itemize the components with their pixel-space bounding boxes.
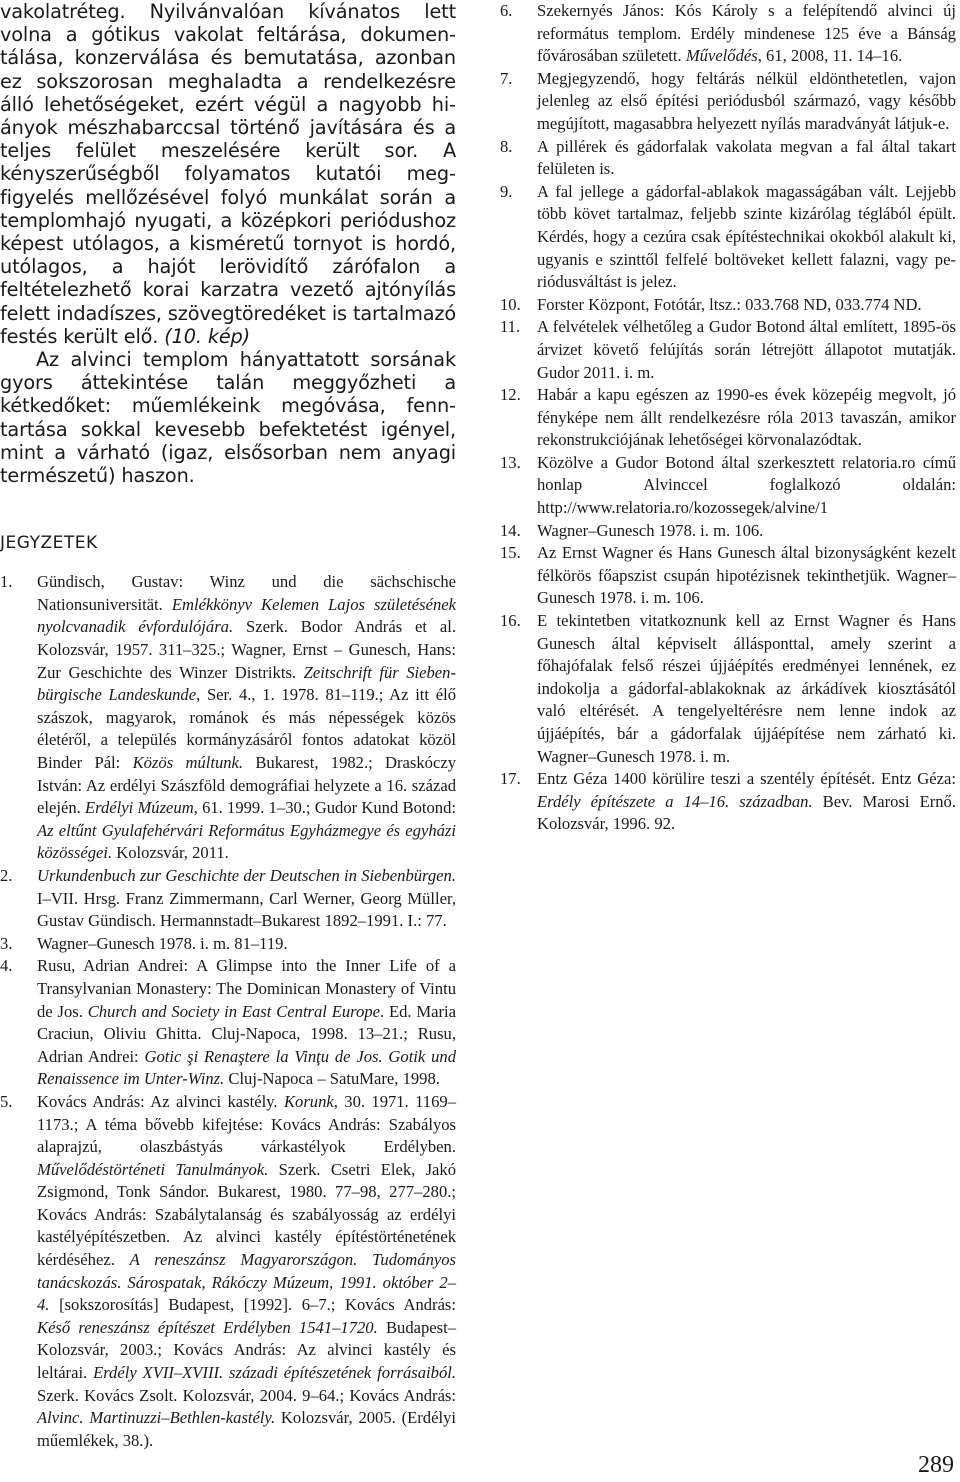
page-number: 289 <box>918 1452 954 1478</box>
note-6 <box>500 0 956 68</box>
note-number: 9. <box>500 181 513 201</box>
note-text: Szekernyés János: Kós Károly s a felépítendő alvinci új református templom. Erdély mindenese 125 éve a Bánság fővárosában született. <box>537 1 956 66</box>
note-title: Erdélyi Múzeum <box>85 798 194 818</box>
note-number: 5. <box>0 1091 13 1111</box>
note-9 <box>500 181 956 294</box>
note-text: A fal jellege a gádorfal-ablakok magasságában vált. Lejjebb több követ tartalmaz, feljebb szinte kizárólag téglából épült. Kérdés, hogy a cezúra csak építéstechnikai okokból alakult ki, ugyanis e szinttől felfelé boltöveket kellett falazni, vagy periódusváltást is jelez. <box>537 181 956 292</box>
note-text: Wagner–Gunesch 1978. i. m. 106. <box>537 520 764 540</box>
note-text: Az Ernst Wagner és Hans Gunesch által bizonyságként kezelt félkörös főapszist csupán hipotézisnek tekinthetjük. Wagner–Gunesch 1978. i. m. 106. <box>537 543 956 608</box>
note-number: 3. <box>0 933 13 953</box>
note-1 <box>0 571 456 865</box>
note-7 <box>500 68 956 136</box>
note-number: 2. <box>0 865 13 885</box>
note-3 <box>0 933 456 956</box>
note-number: 11. <box>500 317 521 337</box>
note-text: Cluj-Napoca – SatuMare, 1998. <box>224 1069 440 1089</box>
note-number: 12. <box>500 385 521 405</box>
note-text: I–VII. Hrsg. Franz Zimmermann, Carl Werner, Georg Müller, Gustav Gündisch. Hermannstadt–Bukarest 1892–1991. I.: 77. <box>37 888 456 931</box>
note-14 <box>500 520 956 543</box>
note-16 <box>500 610 956 768</box>
note-text: Szerk. Kovács Zsolt. Kolozsvár, 2004. 9–64.; Kovács András: <box>37 1385 456 1405</box>
note-8 <box>500 136 956 181</box>
note-number: 13. <box>500 452 521 472</box>
note-number: 16. <box>500 611 521 631</box>
note-15 <box>500 542 956 610</box>
paragraph-1-text: vakolatréteg. Nyilvánvalóan kívánatos lett volna a gótikus vakolat feltárása, dokumentálása, konzerválása és bemutatása, azonban ez sokszorosan meghaladta a rendelkezésre álló lehetőségeket, ezért végül a nagyobb hiányok mészhabarccsal történő javítására és a teljes felület meszelésére került sor. <box>0 0 456 163</box>
note-title: Korunk <box>283 1091 334 1111</box>
note-13 <box>500 452 956 520</box>
note-2 <box>0 865 456 933</box>
note-number: 4. <box>0 956 13 976</box>
note-number: 17. <box>500 769 521 789</box>
note-text: Entz Géza 1400 körülire teszi a szentély építését. Entz Géza: <box>537 769 956 789</box>
note-text: , 30. 1971. 1169–1173.; A téma bővebb kifejtése: Kovács András: Szabályos alaprajzú, olaszbástyás várkastélyok Erdélyben. <box>37 1091 456 1157</box>
note-text: , 61, 2008, 11. 14–16. <box>757 46 903 66</box>
note-title: Közös múltunk. <box>132 753 244 773</box>
note-12 <box>500 384 956 452</box>
note-text: E tekintetben vitatkoznunk kell az Ernst Wagner és Hans Gunesch által képviselt állásponttal, amely szerint a főhajófalak felső részei újjáépítés eredményei lennének, ez indokolja a gádorfal-ablakoknak az árkádívek kiosztásától való eltérését. A tengelyeltérésre nem lenne indok az újjáépítés, bár a gádorfalak újjáépítése nem zárható ki. Wagner–Gunesch 1978. i. m. <box>537 611 956 766</box>
note-4 <box>0 955 456 1091</box>
note-title: Emlékkönyv Kelemen Lajos születésének nyolcvanadik évfordulójára. <box>37 594 456 637</box>
paragraph-2-text: A kényszerűségből folyamatos kutatói megfigyelés mellőzésével folyó munkálat során a templomhajó nyugati, a középkori periódushoz képest utólagos, a kisméretű tornyot is hordó, utólagos, a hajót lerövidítő zárófalon a feltételezhető korai karzatra vezető ajtónyílás felett indadíszes, szövegtöredéket is tartalmazó festés került elő. <box>0 139 456 348</box>
note-text: [sokszorosítás] Budapest, [1992]. 6–7.; Kovács András: <box>49 1295 456 1315</box>
note-text: Közölve a Gudor Botond által szerkesztett relatoria.ro című honlap Alvinccel foglalkozó oldalán: http://www.relatoria.ro/kozossegek/alvine/1 <box>537 452 956 518</box>
note-number: 6. <box>500 1 513 20</box>
right-column <box>500 0 956 836</box>
note-text: Forster Központ, Fotótár, ltsz.: 033.768 ND, 033.774 ND. <box>537 294 922 314</box>
note-11 <box>500 316 956 384</box>
notes-list-right <box>500 0 956 836</box>
note-text: Megjegyzendő, hogy feltárás nélkül eldönthetetlen, vajon jelenleg az első építési periódusból származó, vagy később megújított, magasabbra helyezett nyílás maradványát látjuk-e. <box>537 68 956 133</box>
note-title: Alvinc. Martinuzzi–Bethlen-kastély. <box>37 1408 276 1428</box>
note-text: Bev. Marosi Ernő. Kolozsvár, 1996. 92. <box>537 791 956 834</box>
note-text: Szerk. Bodor András et al. Kolozsvár, 1957. 311–325.; Wagner, Ernst – Gunesch, Hans: Zur Geschichte des Winzer Distrikts. <box>37 617 456 682</box>
figure-reference: (10. kép) <box>164 324 251 348</box>
note-17 <box>500 768 956 836</box>
note-title: Erdély építészete a 14–16. században. <box>537 791 813 811</box>
note-title: Művelődés <box>685 46 758 66</box>
note-number: 8. <box>500 136 513 156</box>
note-title: Erdély XVII–XVIII. századi építészetének forrásaiból. <box>93 1363 456 1383</box>
note-text: Rusu, Adrian Andrei: A Glimpse into the Inner Life of a Transylvanian Monastery: The Dominican Monastery of Vintu de Jos. <box>37 956 456 1021</box>
note-text: , 61. 1999. 1–30.; Gudor Kund Botond: <box>193 798 456 818</box>
note-title: Church and Society in East Central Europe <box>87 1001 380 1021</box>
note-text: A pillérek és gádorfalak vakolata megvan a fal által takart felületen is. <box>537 136 956 179</box>
note-text: Budapest–Kolozsvár, 2003.; Kovács András: Az alvinci kastély és leltárai. <box>37 1317 457 1383</box>
note-text: Kolozsvár, 2005. (Erdélyi műemlékek, 38.). <box>37 1408 456 1450</box>
note-text: Bukarest, 1982.; Draskóczy István: Az erdélyi Szászföld demográfiai helyzete a 16. század elején. <box>37 753 456 818</box>
note-text: . Ed. Maria Craciun, Oliviu Ghitta. Cluj-Napoca, 1998. 13–21.; Rusu, Adrian Andrei: <box>37 1001 456 1066</box>
note-text: Habár a kapu egészen az 1990-es évek közepéig megvolt, jó fényképe nem állt rendelkezésre róla 2013 tavaszán, amikor rekonstrukciójának lehetőségei körvonalazódtak. <box>537 385 956 450</box>
note-title: A reneszánsz Magyarországon. Tudományos tanácskozás. <box>37 1250 457 1292</box>
note-number: 10. <box>500 294 521 314</box>
note-text: Kovács András: Az alvinci kastély. <box>37 1091 284 1111</box>
note-title: Zeitschrift für Siebenbürgische Landeskunde <box>37 662 456 705</box>
note-text: Gündisch, Gustav: Winz und die sächschische Nationsuniversität. <box>37 572 456 614</box>
note-title: Urkundenbuch zur Geschichte der Deutschen in Siebenbürgen. <box>37 865 456 885</box>
paragraph-3: Az alvinci templom hányattatott sorsának gyors áttekintése talán meggyőzheti a kétkedőket: műemlékeink megóvása, fenntartása sokkal kevesebb befektetést igényel, mint a várható (igaz, elsősorban nem anyagi természetű) haszon. <box>0 348 456 488</box>
note-number: 7. <box>500 68 513 88</box>
note-text: Wagner–Gunesch 1978. i. m. 81–119. <box>37 933 288 953</box>
note-text: Kolozsvár, 2011. <box>112 843 229 863</box>
main-text <box>0 0 456 487</box>
notes-heading: JEGYZETEK <box>0 533 98 554</box>
note-title: Művelődéstörténeti Tanulmányok. <box>37 1159 269 1179</box>
note-number: 14. <box>500 520 521 540</box>
notes-list-left <box>0 571 456 1452</box>
note-text: Szerk. Csetri Elek, Jakó Zsigmond, Tonk Sándor. Bukarest, 1980. 77–98, 277–280.; Kovács András: Szabálytalanság és szabályosság az erdélyi kastélyépítészetben. Az alvinci kastély építéstörténetének kérdéséhez. <box>37 1159 456 1270</box>
note-text: A felvételek vélhetőleg a Gudor Botond által említett, 1895-ös árvizet követő felújítás során létrejött állapotot mutatják. Gudor 2011. i. m. <box>537 317 956 382</box>
note-number: 1. <box>0 572 13 592</box>
note-number: 15. <box>500 543 521 563</box>
note-10 <box>500 294 956 317</box>
note-title: Az eltűnt Gyulafehérvári Református Egyházmegye és egyházi közösségei. <box>37 820 456 863</box>
note-title: Sárospatak, Rákóczy Múzeum, 1991. október 2–4. <box>37 1272 456 1315</box>
note-5 <box>0 1091 456 1453</box>
left-column <box>0 0 456 1452</box>
note-title: Gotic şi Renaştere la Vinţu de Jos. Gotik und Renaissence im Unter-Winz. <box>37 1046 456 1089</box>
paragraph-1 <box>0 0 456 348</box>
note-text: , Ser. 4., 1. 1978. 81–119.; Az itt élő szászok, magyarok, románok és más népességek közös életéről, a település kormányzásáról fontos adatokat közöl Binder Pál: <box>37 685 456 773</box>
note-title: Késő reneszánsz építészet Erdélyben 1541–1720. <box>37 1317 378 1337</box>
